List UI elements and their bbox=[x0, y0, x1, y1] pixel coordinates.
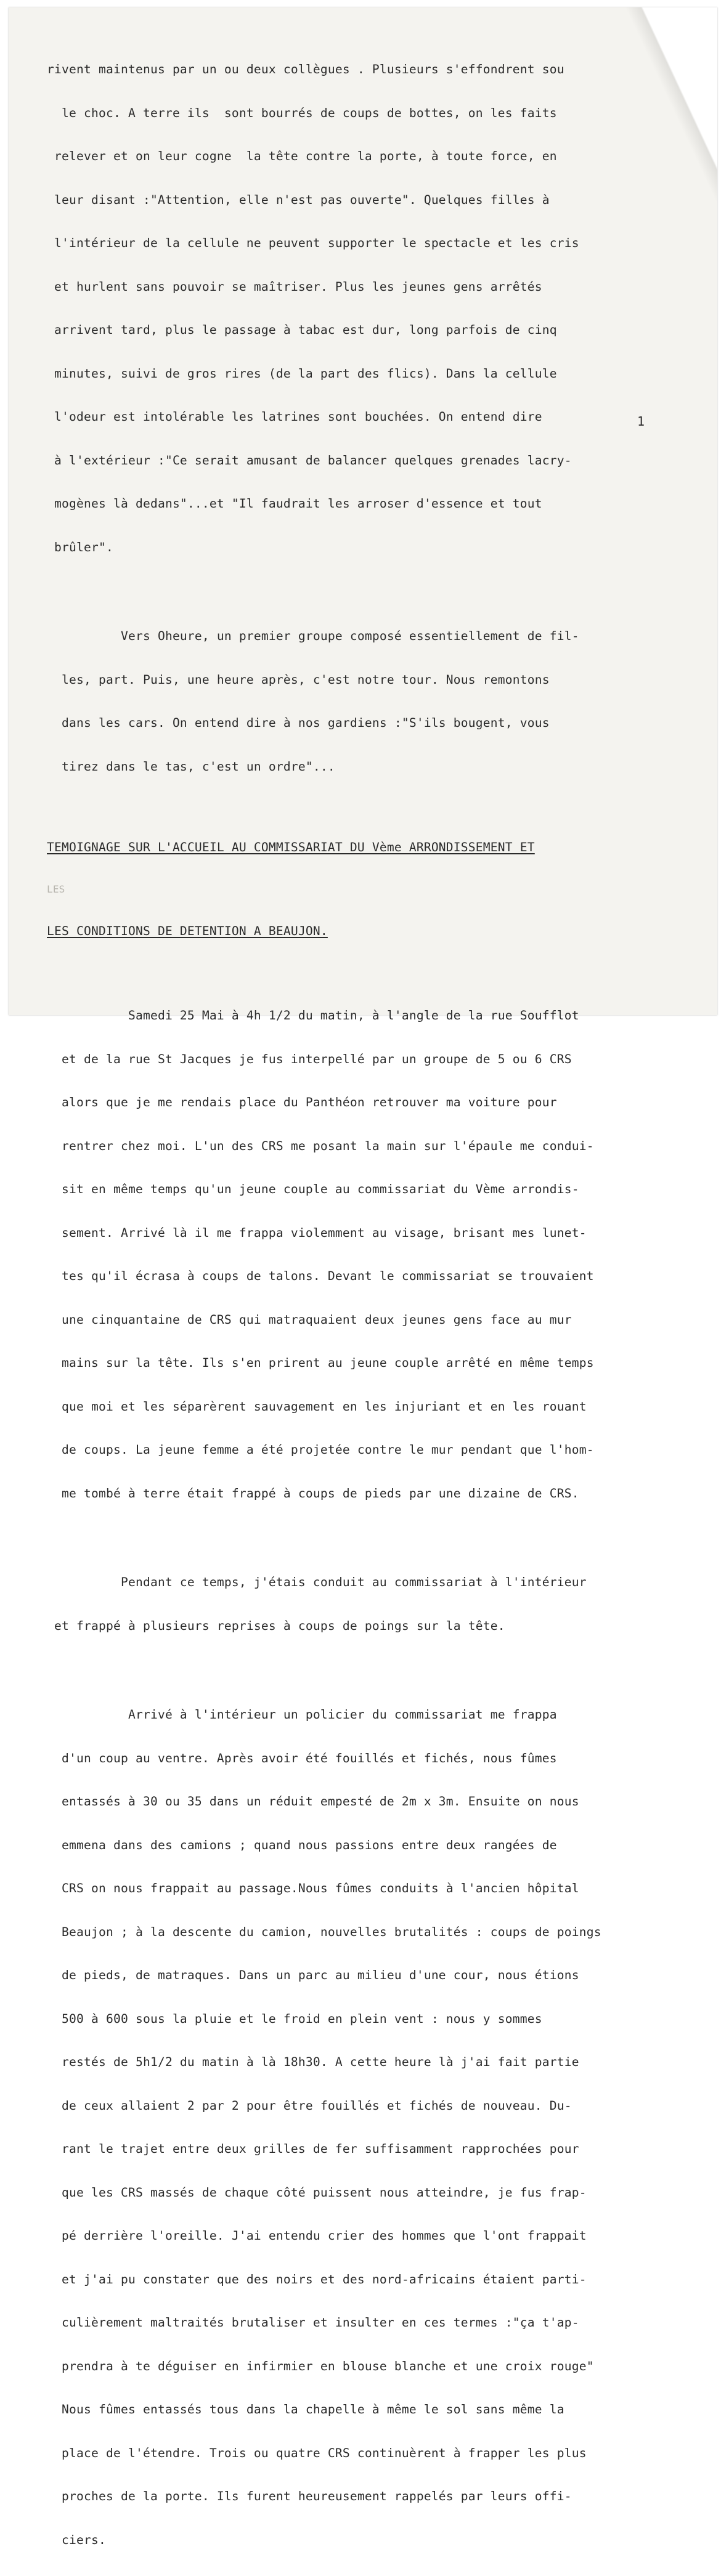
paragraph-departure bbox=[47, 600, 663, 803]
paragraph-beaujon bbox=[47, 1679, 663, 2576]
paragraph-commissariat bbox=[47, 1546, 663, 1662]
text-line: 500 à 600 sous la pluie et le froid en plein vent : nous y sommes bbox=[47, 2011, 542, 2026]
text-line: place de l'étendre. Trois ou quatre CRS continuèrent à frapper les plus bbox=[47, 2445, 587, 2460]
text-line: rivent maintenus par un ou deux collègues . Plusieurs s'effondrent sou bbox=[47, 62, 564, 76]
heading-ghost-line: LES bbox=[47, 883, 247, 895]
text-line: et hurlent sans pouvoir se maîtriser. Plus les jeunes gens arrêtés bbox=[47, 279, 542, 294]
text-line: brûler". bbox=[47, 540, 113, 554]
text-line: les, part. Puis, une heure après, c'est notre tour. Nous remontons bbox=[47, 672, 550, 687]
document-page bbox=[9, 7, 717, 2547]
text-line: Vers Oheure, un premier groupe composé essentiellement de fil- bbox=[47, 629, 579, 643]
heading-line: TEMOIGNAGE SUR L'ACCUEIL AU COMMISSARIAT DU Vème ARRONDISSEMENT ET bbox=[47, 840, 535, 854]
text-line: pé derrière l'oreille. J'ai entendu crier des hommes que l'ont frappait bbox=[47, 2229, 587, 2243]
text-line: me tombé à terre était frappé à coups de pieds par une dizaine de CRS. bbox=[47, 1486, 579, 1501]
text-line: arrivent tard, plus le passage à tabac est dur, long parfois de cinq bbox=[47, 323, 557, 337]
text-line: Pendant ce temps, j'étais conduit au commissariat à l'intérieur bbox=[47, 1575, 587, 1589]
text-line: rant le trajet entre deux grilles de fer suffisamment rapprochées pour bbox=[47, 2142, 579, 2156]
text-line: mains sur la tête. Ils s'en prirent au jeune couple arrêté en même temps bbox=[47, 1356, 594, 1370]
text-line: de coups. La jeune femme a été projetée contre le mur pendant que l'hom- bbox=[47, 1443, 594, 1457]
text-line: une cinquantaine de CRS qui matraquaient deux jeunes gens face au mur bbox=[47, 1312, 572, 1327]
text-line: mogènes là dedans"...et "Il faudrait les arroser d'essence et tout bbox=[47, 496, 542, 511]
text-line: Nous fûmes entassés tous dans la chapelle à même le sol sans même la bbox=[47, 2402, 564, 2416]
text-line: que les CRS massés de chaque côté puissent nous atteindre, je fus frap- bbox=[47, 2185, 587, 2200]
text-line: ciers. bbox=[47, 2532, 106, 2547]
paragraph-arrest bbox=[47, 979, 663, 1529]
text-line: et frappé à plusieurs reprises à coups de poings sur la tête. bbox=[47, 1618, 505, 1633]
text-line: sit en même temps qu'un jeune couple au commissariat du Vème arrondis- bbox=[47, 1182, 579, 1196]
text-line: tirez dans le tas, c'est un ordre"... bbox=[47, 759, 335, 774]
heading-line: LES CONDITIONS DE DETENTION A BEAUJON. bbox=[47, 923, 328, 938]
text-line: à l'extérieur :"Ce serait amusant de balancer quelques grenades lacry- bbox=[47, 453, 572, 468]
text-line: de pieds, de matraques. Dans un parc au milieu d'une cour, nous étions bbox=[47, 1968, 579, 1982]
text-line: tes qu'il écrasa à coups de talons. Devant le commissariat se trouvaient bbox=[47, 1269, 594, 1283]
text-line: relever et on leur cogne la tête contre la porte, à toute force, en bbox=[47, 149, 557, 163]
text-line: de ceux allaient 2 par 2 pour être fouillés et fichés de nouveau. Du- bbox=[47, 2098, 572, 2113]
text-line: que moi et les séparèrent sauvagement en les injuriant et en les rouant bbox=[47, 1399, 587, 1414]
text-line: et de la rue St Jacques je fus interpellé par un groupe de 5 ou 6 CRS bbox=[47, 1051, 572, 1066]
text-line: rentrer chez moi. L'un des CRS me posant la main sur l'épaule me condui- bbox=[47, 1138, 594, 1153]
text-line: entassés à 30 ou 35 dans un réduit empesté de 2m x 3m. Ensuite on nous bbox=[47, 1794, 579, 1808]
text-line: et j'ai pu constater que des noirs et des nord-africains étaient parti- bbox=[47, 2272, 587, 2286]
text-line: proches de la porte. Ils furent heureusement rappelés par leurs offi- bbox=[47, 2489, 572, 2503]
text-line: Beaujon ; à la descente du camion, nouvelles brutalités : coups de poings bbox=[47, 1924, 601, 1939]
margin-mark: 1 bbox=[637, 414, 645, 429]
text-line: alors que je me rendais place du Panthéon retrouver ma voiture pour bbox=[47, 1095, 557, 1109]
text-line: leur disant :"Attention, elle n'est pas ouverte". Quelques filles à bbox=[47, 192, 550, 207]
text-line: Samedi 25 Mai à 4h 1/2 du matin, à l'angle de la rue Soufflot bbox=[47, 1008, 579, 1023]
text-line: restés de 5h1/2 du matin à là 18h30. A cette heure là j'ai fait partie bbox=[47, 2055, 579, 2069]
document-body bbox=[47, 33, 663, 2576]
text-line: minutes, suivi de gros rires (de la part des flics). Dans la cellule bbox=[47, 366, 557, 381]
section-heading bbox=[47, 811, 663, 967]
text-line: l'intérieur de la cellule ne peuvent supporter le spectacle et les cris bbox=[47, 236, 579, 250]
text-line: Arrivé à l'intérieur un policier du commissariat me frappa bbox=[47, 1707, 557, 1722]
text-line: le choc. A terre ils sont bourrés de coups de bottes, on les faits bbox=[47, 105, 557, 120]
paragraph-cell-beating bbox=[47, 33, 663, 583]
text-line: emmena dans des camions ; quand nous passions entre deux rangées de bbox=[47, 1837, 557, 1852]
text-line: d'un coup au ventre. Après avoir été fouillés et fichés, nous fûmes bbox=[47, 1751, 557, 1765]
text-line: dans les cars. On entend dire à nos gardiens :"S'ils bougent, vous bbox=[47, 716, 550, 730]
text-line: prendra à te déguiser en infirmier en blouse blanche et une croix rouge" bbox=[47, 2359, 594, 2373]
text-line: sement. Arrivé là il me frappa violemment au visage, brisant mes lunet- bbox=[47, 1225, 587, 1240]
text-line: CRS on nous frappait au passage.Nous fûmes conduits à l'ancien hôpital bbox=[47, 1881, 579, 1895]
text-line: culièrement maltraités brutaliser et insulter en ces termes :"ça t'ap- bbox=[47, 2315, 579, 2330]
text-line: l'odeur est intolérable les latrines sont bouchées. On entend dire bbox=[47, 410, 542, 424]
